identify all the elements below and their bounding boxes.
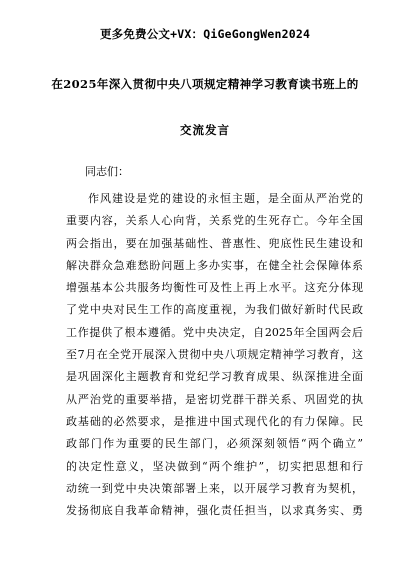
body-line: 是巩固深化主题教育和党纪学习教育成果、纵深推进全面 — [66, 370, 363, 384]
greeting: 同志们： — [85, 165, 129, 178]
body-line: 两会指出，要在加强基础性、普惠性、兜底性民生建设和 — [66, 236, 363, 250]
body-line: 解决群众急难愁盼问题上多办实事，在健全社会保障体系 — [66, 258, 363, 272]
body-line: 政部门作为重要的民生部门，必须深刻领悟“两个确立” — [66, 437, 363, 451]
body-line: 了党中央对民生工作的高度重视，为我们做好新时代民政 — [66, 303, 363, 317]
body-line: 工作提供了根本遵循。党中央决定，自2025年全国两会后 — [66, 325, 363, 339]
promo-banner: 更多免费公文+VX：QiGeGongWen2024 — [99, 27, 311, 41]
document-body — [66, 188, 363, 522]
body-line: 的决定性意义，坚决做到“两个维护”，切实把思想和行 — [66, 459, 363, 473]
body-line: 增强基本公共服务均衡性可及性上再上水平。这充分体现 — [66, 281, 363, 295]
body-line: 重要内容，关系人心向背，关系党的生死存亡。今年全国 — [66, 214, 363, 228]
body-line: 从严治党的重要举措，是密切党群干群关系、巩固党的执 — [66, 392, 363, 406]
document-title-line-2: 交流发言 — [180, 123, 230, 137]
body-line: 发扬彻底自我革命精神，强化责任担当，以求真务实、勇 — [66, 504, 363, 518]
body-line: 至7月在全党开展深入贯彻中央八项规定精神学习教育，这 — [66, 348, 363, 362]
document-title-line-1: 在2025年深入贯彻中央八项规定精神学习教育读书班上的 — [51, 77, 359, 91]
body-line: 作风建设是党的建设的永恒主题，是全面从严治党的 — [88, 192, 363, 205]
body-line: 动统一到党中央决策部署上来，以开展学习教育为契机， — [66, 481, 363, 495]
body-line: 政基础的必然要求，是推进中国式现代化的有力保障。民 — [66, 414, 363, 428]
